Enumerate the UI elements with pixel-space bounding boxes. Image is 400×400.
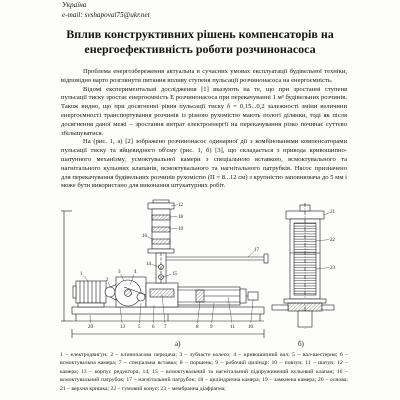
callout-21: 21	[330, 210, 335, 215]
callout-7: 7	[164, 325, 167, 330]
working-cylinder	[178, 287, 258, 305]
paragraph-3: На (рис. 1, а) [2] зображено розчинонасос одинарної дії з комбінованими компенсаторами пульсації тиску та яйцевидного об'єму (рис. 1, б) [3], що складається з привода кривошипно-шатунного механізму, усмоктувальної камери з спеціальною вставкою, всмоктувального та нагнітального кульових клапанів, всмоктувального та нагнітального патрубків. Насос призначено для перекачування будівельних розчинів рухомістю (П = 8...12 см) з крупністю заповнювача до 5 мм і може бути використано для виконання штукатурних робіт.	[61, 138, 347, 190]
callout-20: 20	[88, 325, 93, 330]
callout-leader-16	[147, 237, 152, 239]
callout-leader-1	[83, 276, 88, 281]
callout-2: 2	[106, 278, 109, 283]
crosshead-slider	[248, 292, 258, 300]
compensator-column	[148, 200, 174, 283]
callout-23: 23	[330, 266, 335, 271]
paragraph-1: Проблема енергозбереження актуальна в сучасних умовах експлуатації будівельної техніки, відповідно варто розглянути питання впливу ступеня пульсації розчинонасоса на енергоємність.	[61, 68, 347, 84]
lower-pipe	[298, 311, 312, 327]
callout-15: 15	[172, 272, 177, 277]
crank-shaft	[125, 290, 132, 297]
callout-9: 9	[210, 325, 213, 330]
paper-title	[0, 27, 400, 56]
figure-caption: 1 – електродвигун; 2 – клинопасова передача; 3 – зубчасте колесо; 4 – кривошипний вал; 5 – вал-шестерня; 6 – всмоктувальна камера; 7 – спеціальна вставка; 8 – поршень; 9 – робочий циліндр; 10 – повзун; 11 – шатун; 12 – камера; 13 – корпус редуктора; 14, 15 – всмоктувальний та нагнітальний підпружинений кульовий клапан; 16 – всмоктувальний патрубок; 17 – нагнітальний патрубок; 18 – циліндрична камера; 19 – замкнена камера; 20 – основа; 21 – верхня кришка; 22 – гумовий конус; 23 – мембранна діафрагма;	[60, 352, 348, 392]
callout-1: 1	[80, 272, 83, 277]
callout-12: 12	[178, 203, 183, 208]
panel-b-label: б)	[298, 340, 304, 348]
callout-6: 6	[152, 325, 155, 330]
callout-leader-18	[170, 216, 177, 217]
body-text	[61, 68, 347, 199]
callout-leader-19	[170, 228, 177, 229]
dimension-line-horizontal	[72, 329, 264, 338]
paper-title-line-2: енергоефективність роботи розчинонасоса	[84, 41, 316, 56]
discharge-pipe	[166, 254, 268, 263]
paper-title-line-1: Вплив конструктивних рішень компенсаторів на	[66, 27, 334, 41]
base-frame	[72, 307, 264, 321]
piston	[196, 290, 204, 302]
callout-10: 10	[248, 325, 253, 330]
author-email: e-mail: svshapoval75@ukr.net	[62, 11, 150, 19]
figure-b-compensator-drawing	[272, 203, 336, 329]
callout-3: 3	[118, 270, 121, 275]
figure-1-drawings	[58, 197, 348, 349]
callout-5: 5	[138, 325, 141, 330]
panel-a-label: а)	[175, 340, 181, 348]
electric-motor	[73, 281, 106, 307]
callout-leader-2	[108, 282, 110, 287]
paragraph-2: Відомі експериментальні дослідження [1] вказують на те, що при зростанні ступеня пульсації тиску зростає енергоємність E розчинонасоса при перекачуванні 1 м³ будівельних розчинів. Також видно, що при досягненні рівня пульсації тиску δ = 0,15...0,2 залежності зміни величини енергоємності транспортування розчинів із різною рухомістю мають пологі ділянки, тоді як після досягнення даної межі – зростання витрат електроенергії на перекачування різко починає суттєво збільшуватися.	[61, 85, 347, 137]
right-branch-pipe	[322, 305, 334, 310]
callout-17: 17	[254, 248, 259, 253]
gearbox-housing	[115, 277, 146, 307]
callout-16: 16	[142, 234, 147, 239]
callout-8: 8	[196, 325, 199, 330]
callout-19: 19	[178, 227, 183, 232]
callout-13: 13	[120, 325, 125, 330]
left-branch-pipe	[272, 305, 288, 310]
flange	[284, 299, 326, 303]
callout-14: 14	[146, 262, 151, 267]
callout-leader-21	[324, 213, 330, 215]
author-country: Україна	[62, 1, 87, 9]
figure-a-pump-drawing	[61, 200, 268, 338]
callout-22: 22	[330, 238, 335, 243]
callout-4: 4	[134, 270, 137, 275]
dimension-line-vertical	[61, 211, 72, 321]
callout-18: 18	[178, 215, 183, 220]
callout-11: 11	[230, 325, 235, 330]
base-block	[288, 303, 322, 311]
